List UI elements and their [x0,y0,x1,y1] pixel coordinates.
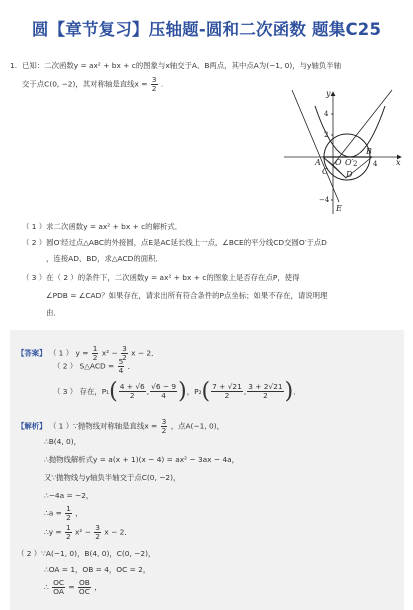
point-label-o: O [335,158,342,167]
question-part-1: （ 1 ）求二次函数y = ax² + bx + c的解析式． [22,222,183,231]
question-stem-line2: 交于点C(0, −2)，其对称轴是直线x = $\frac{3}{2}$ . [22,75,164,93]
analysis-line-10: ∴ $\frac{OC}{OA}$ = $\frac{OB}{OC}$ ， [44,578,102,596]
question-number: 1. [10,61,18,70]
page-title: 圆【章节复习】压轴题-圆和二次函数 题集C25 [31,20,382,39]
answer-line-2: （ 2 ） S△ACD = $\frac{5}{4}$ ． [53,357,136,375]
point-label-o-prime: O′ [345,158,354,167]
axis-label-x: x [396,158,401,167]
analysis-line-6: ∴a = $\frac{1}{2}$ ， [44,504,83,522]
answer-tag: 【答案】 [17,348,47,358]
question-part-2-cont: ，连接AD、BD，求△ACD的面积． [46,254,163,263]
analysis-line-7: ∴y = $\frac{1}{2}$ x² − $\frac{3}{2}$ x − 2． [44,523,132,541]
line-cd [333,90,392,165]
tick-label: 2 [353,160,358,168]
answer-line-3: （ 3 ） 存在，P₁( $\frac{4 + √6}{2}$ , $\frac{√6 - 9}{4}$ )，P₂( $\frac{7 + √21}{2}$ , $\frac{3 + 2√21}{2}$ )． [53,379,301,404]
analysis-line-4: 又∵抛物线与y轴负半轴交于点C(0, −2)， [44,473,181,482]
tick-label: 4 [373,160,378,168]
point-label-d: D [346,170,353,179]
point-label-b: B [366,147,372,156]
analysis-line-5: ∴−4a = −2， [44,491,94,500]
answer-line-1: 【答案】 （ 1 ） y = $\frac{1}{2}$ x² − $\frac{3}{2}$ x − 2． [17,344,159,362]
question-part-3: （ 3 ）在（ 2 ）的条件下，二次函数y = ax² + bx + c的图象上是否存在点P，使得 [22,273,300,282]
point-label-c: C [322,167,329,176]
analysis-line-2: ∴B(4, 0)， [44,437,82,446]
parabola-circle-figure [282,86,406,216]
point-label-e: E [336,204,342,213]
tick-label: 2 [324,131,329,139]
analysis-line-3: ∴抛物线解析式y = a(x + 1)(x − 4) = ax² − 3ax − 4a， [44,455,240,464]
question-stem-line1: 已知：二次函数y = ax² + bx + c的图象与x轴交于A、B两点，其中点A为(−1, 0)，与y轴负半轴 [22,61,341,70]
analysis-line-9: ∴OA = 1，OB = 4，OC = 2， [44,565,151,574]
question-part-2: （ 2 ）圆O′经过点△ABC的外接圆，点E是AC延长线上一点，∠BCE的平分线CD交圆O′于点D [22,238,327,247]
question-part-3-cont: ∠PDB = ∠CAD？如果存在，请求出所有符合条件的P点坐标；如果不存在，请说明理 [46,291,328,300]
analysis-line-1: 【解析】 （ 1 ）∵抛物线对称轴是直线x = $\frac{3}{2}$ ，点A(−1, 0)， [17,417,224,435]
point-label-a: A [315,158,321,167]
axis-label-y: y [326,89,331,98]
tick-label: −4 [319,196,330,204]
analysis-line-8: （ 2 ）∵A(−1, 0)，B(4, 0)，C(0, −2)， [17,549,156,558]
tick-label: 4 [324,110,329,118]
analysis-tag: 【解析】 [17,421,47,431]
question-part-3-end: 由． [46,308,61,317]
